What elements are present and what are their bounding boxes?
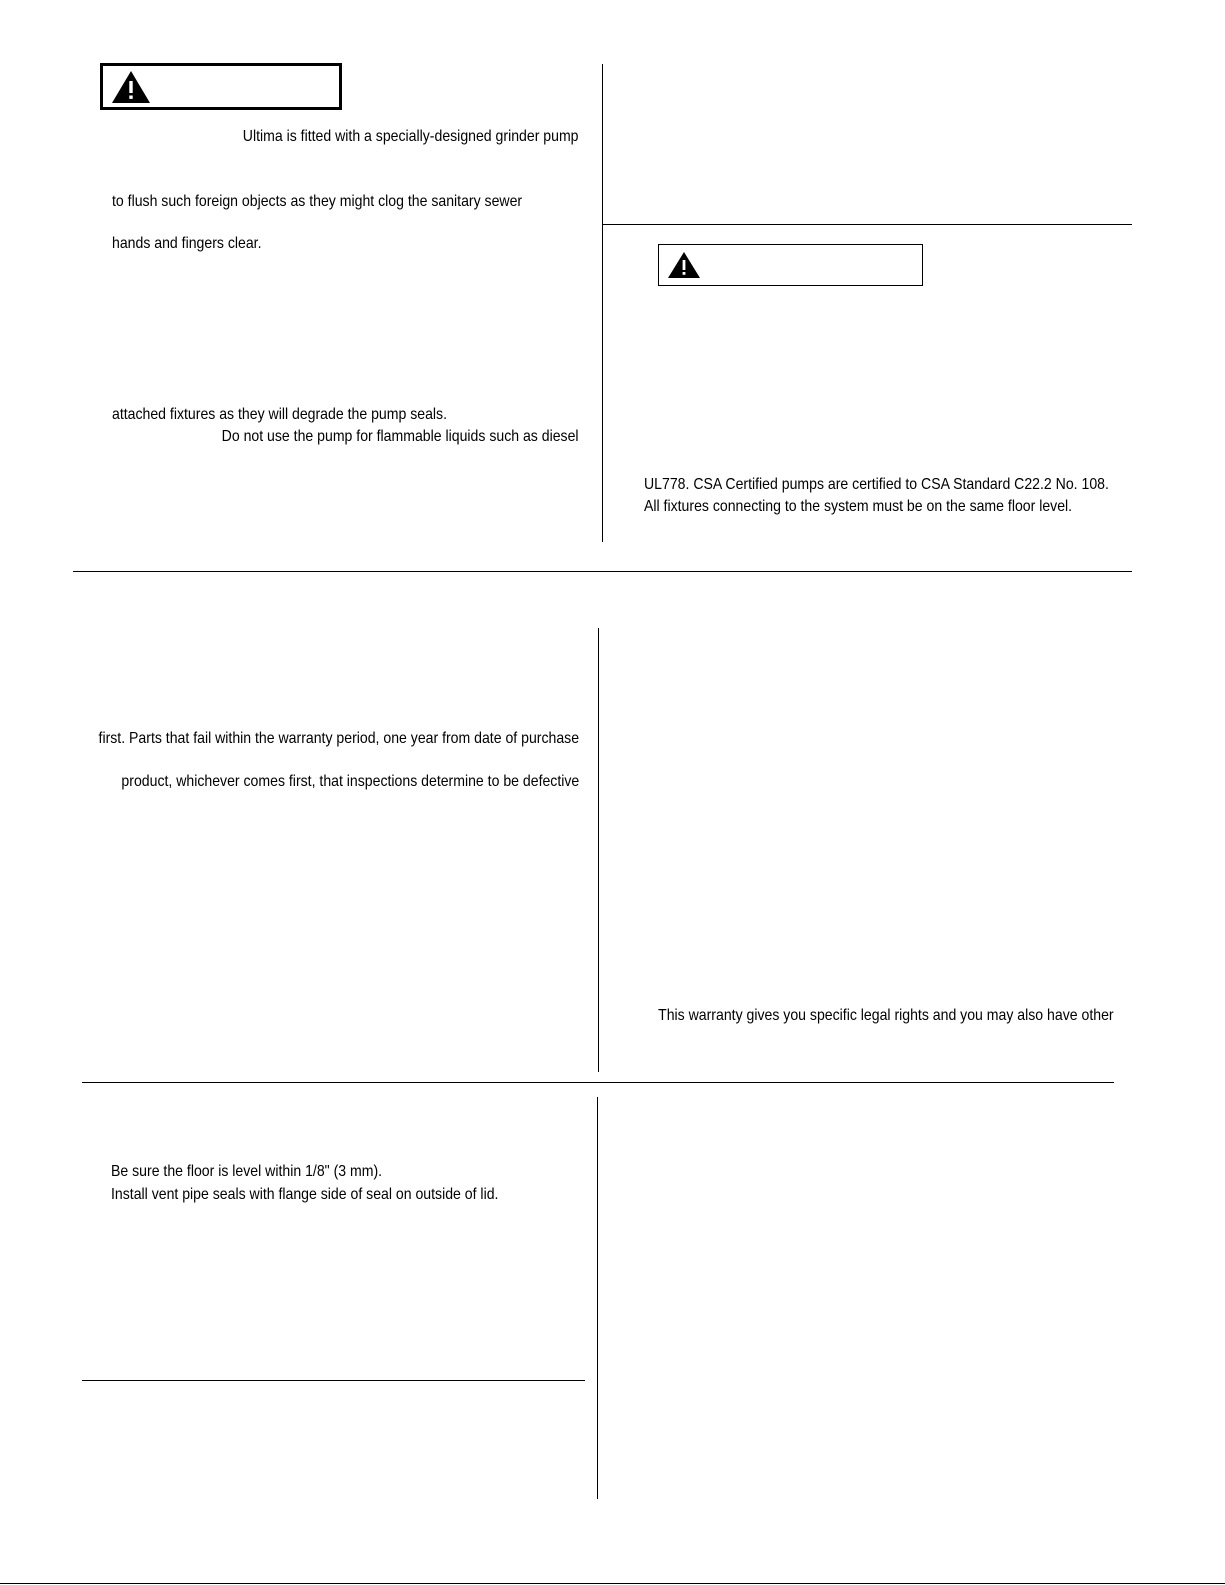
column-divider-top xyxy=(602,64,603,542)
warning-triangle-icon xyxy=(111,70,151,104)
warning-box-top-right xyxy=(658,244,923,286)
warning-box-top-left xyxy=(100,63,342,110)
text-top-right-line1: UL778. CSA Certified pumps are certified to CSA Standard C22.2 No. 108. xyxy=(644,476,1109,493)
text-install-left-line2: Install vent pipe seals with flange side of seal on outside of lid. xyxy=(111,1186,499,1203)
warning-triangle-icon xyxy=(667,251,701,279)
left-column-rule-install xyxy=(82,1380,585,1381)
page-bottom-rule xyxy=(0,1583,1225,1584)
text-install-left-line1: Be sure the floor is level within 1/8" (3 mm). xyxy=(111,1163,383,1180)
text-warranty-right-line1: This warranty gives you specific legal rights and you may also have other xyxy=(658,1007,1114,1024)
section-divider-2 xyxy=(82,1082,1114,1083)
text-warranty-left-line2: product, whichever comes first, that inspections determine to be defective xyxy=(121,773,579,790)
text-top-left-line2: to flush such foreign objects as they might clog the sanitary sewer xyxy=(112,193,523,210)
section-divider-1 xyxy=(73,571,1132,572)
text-top-left-line3: hands and fingers clear. xyxy=(112,235,262,252)
text-warranty-left-line1: first. Parts that fail within the warranty period, one year from date of purchase xyxy=(98,730,579,747)
text-top-right-line2: All fixtures connecting to the system must be on the same floor level. xyxy=(644,498,1073,515)
column-divider-install xyxy=(597,1097,598,1499)
column-divider-warranty xyxy=(598,628,599,1072)
text-top-left-line5: Do not use the pump for flammable liquids such as diesel xyxy=(222,428,579,445)
text-top-left-line4: attached fixtures as they will degrade the pump seals. xyxy=(112,406,447,423)
right-column-rule-top xyxy=(603,224,1132,225)
text-top-left-line1: Ultima is fitted with a specially-designed grinder pump xyxy=(243,128,579,145)
